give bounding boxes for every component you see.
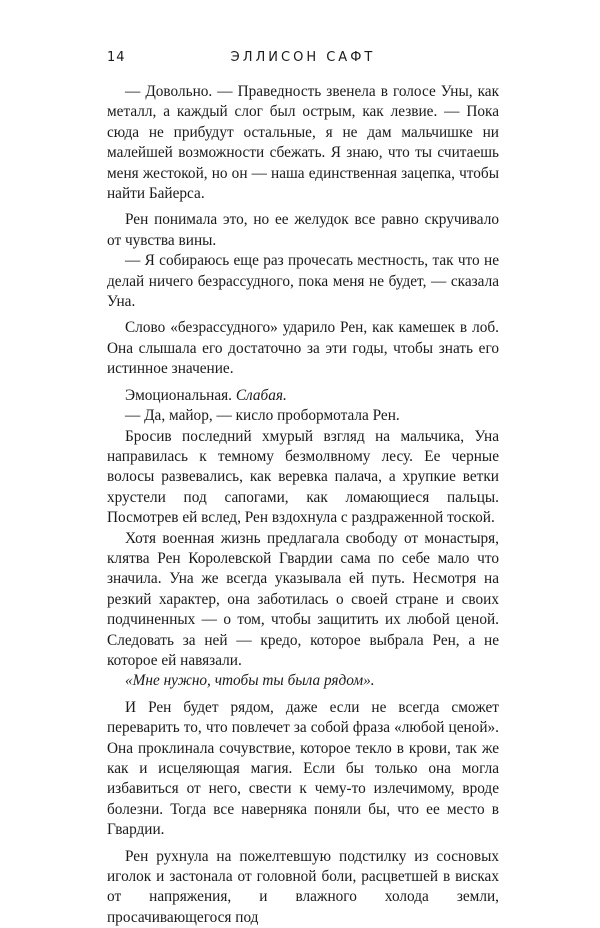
running-title: ЭЛЛИСОН САФТ	[230, 50, 376, 65]
paragraph: — Довольно. — Праведность звенела в голосе Уны, как металл, а каждый слог был острым, как лезвие. — Пока сюда не прибудут остальные, я не дам мальчишке ни малейшей возможности сбежать. Я знаю, что ты считаешь меня жестокой, но он — наша единственная зацепка, чтобы найти Байерса.	[107, 83, 499, 203]
paragraph: — Да, майор, — кисло пробормотала Рен.	[125, 407, 400, 425]
paragraph: Хотя военная жизнь предлагала свободу от монастыря, клятва Рен Королевской Гвардии сама по себе мало что значила. Уна же всегда указывала ей путь. Несмотря на резкий характер, она заботилась о своей стране и своих подчиненных — о том, чтобы защитить их любой ценой. Следовать за ней — кредо, которое выбрала Рен, а не которое ей навязали.	[107, 529, 499, 669]
paragraph: Слово «безрассудного» ударило Рен, как камешек в лоб. Она слышала его достаточно за эти годы, чтобы знать его истинное значение.	[107, 319, 499, 378]
paragraph-italic-text: Слабая.	[235, 386, 287, 404]
paragraph-text: Эмоциональная.	[125, 386, 236, 404]
paragraph: «Мне нужно, чтобы ты была рядом».	[125, 672, 375, 690]
page-header	[107, 50, 499, 70]
page-number: 14	[107, 50, 126, 65]
paragraph: Рен рухнула на пожелтевшую подстилку из сосновых иголок и застонала от головной боли, расцветшей в висках от напряжения, и влажного холода земли, просачивающегося под	[107, 847, 499, 926]
paragraph: Рен понимала это, но ее желудок все равно скручивало от чувства вины.	[107, 211, 499, 249]
paragraph: — Я собираюсь еще раз прочесать местность, так что не делай ничего безрассудного, пока меня не будет, — сказала Уна.	[107, 252, 499, 311]
paragraph: И Рен будет рядом, даже если не всегда сможет переварить то, что повлечет за собой фраза «любой ценой». Она проклинала сочувствие, которое текло в крови, так же как и исцеляющая магия. Если бы только она могла избавиться от него, свести к чему-то излечимому, вроде болезни. Тогда все наверняка поняли бы, что ее место в Гвардии.	[107, 698, 499, 839]
body-text	[107, 82, 499, 928]
paragraph	[107, 386, 499, 406]
paragraph: Бросив последний хмурый взгляд на мальчика, Уна направилась к темному безмолвному лесу. Ее черные волосы развевались, как веревка палача, а хрупкие ветки хрустели под сапогами, как ломающиеся пальцы. Посмотрев ей вслед, Рен вздохнула с раздраженной тоской.	[107, 427, 499, 527]
